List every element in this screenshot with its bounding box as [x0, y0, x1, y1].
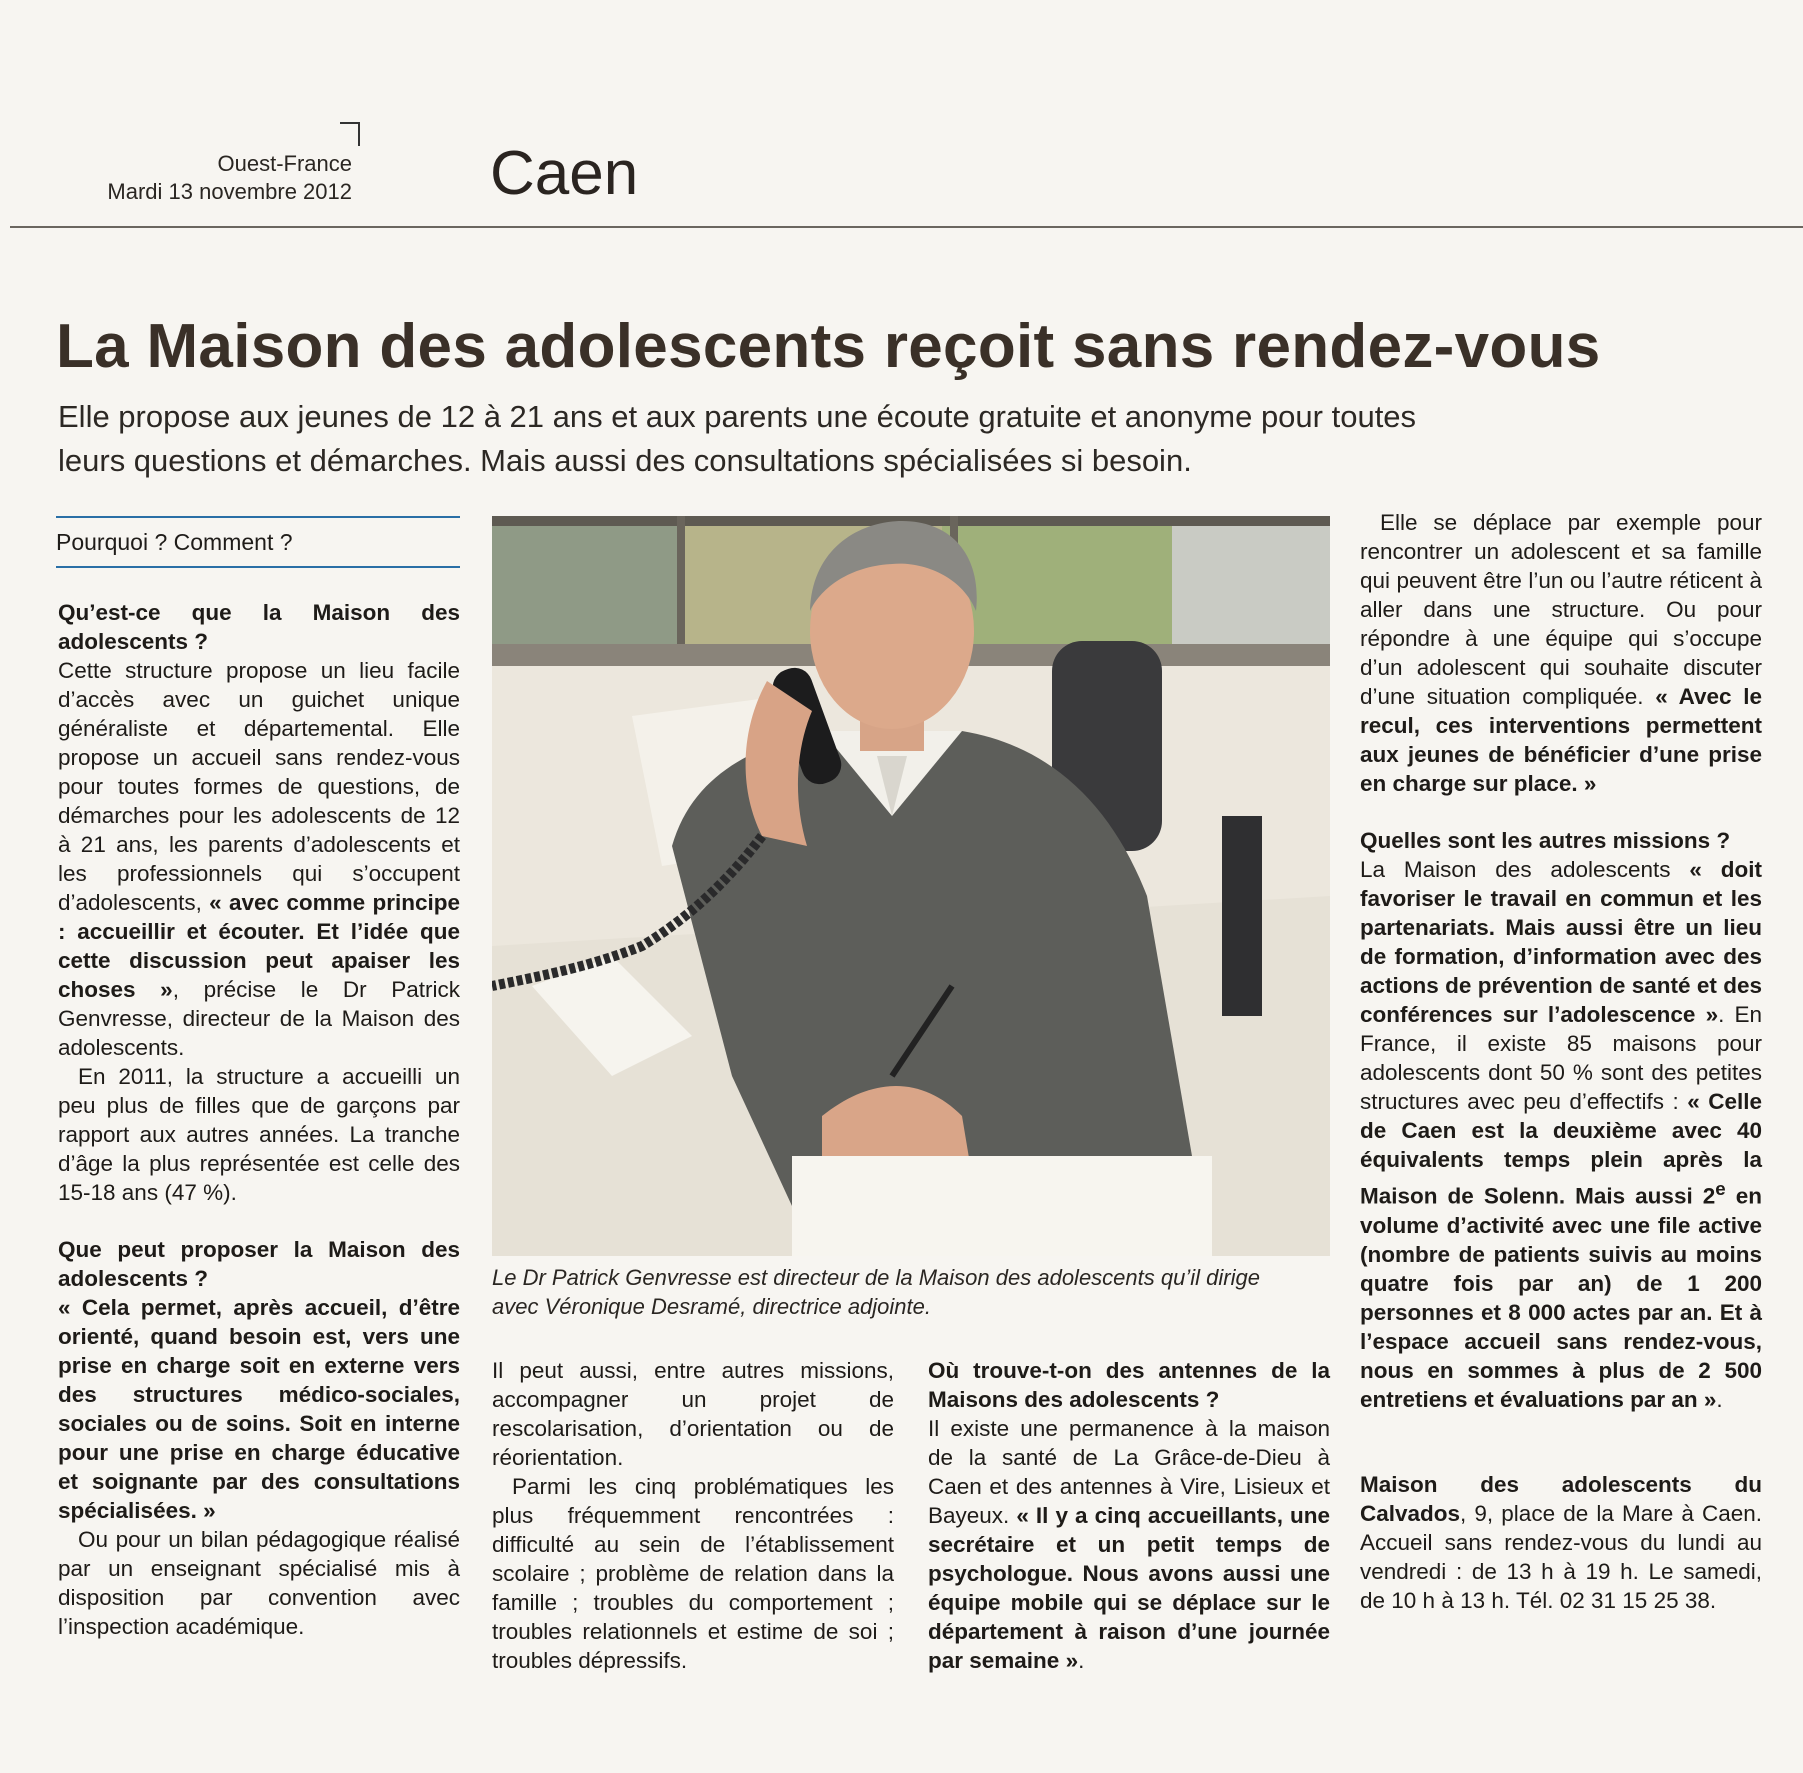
question-heading: Quelles sont les autres missions ?	[1360, 828, 1731, 853]
qa-box-header	[56, 516, 460, 568]
paragraph	[58, 656, 460, 1062]
question-heading: Où trouve-t-on des antennes de la Maisons des adolescents ?	[928, 1358, 1330, 1412]
info-box	[1360, 1470, 1762, 1615]
caption-line: avec Véronique Desramé, directrice adjointe.	[492, 1294, 932, 1319]
column-1	[58, 598, 460, 1641]
standfirst-line: leurs questions et démarches. Mais aussi des consultations spécialisées si besoin.	[58, 443, 1192, 478]
masthead-source	[60, 150, 352, 206]
paragraph-text: La Maison des adolescents	[1360, 857, 1690, 882]
quote: « doit favoriser le travail en commun et les partenariats. Mais aussi être un lieu de formation, d’information avec des actions de prévention de santé et des conférences sur l’adolescence »	[1360, 857, 1763, 1027]
quote: « Cela permet, après accueil, d’être orienté, quand besoin est, vers une prise en charge soit en externe vers des structures médico-sociales, sociales ou de soins. Soit en interne pour une prise en charge éducative et soignante par des consultations spécialisées. »	[58, 1295, 460, 1523]
column-3	[928, 1356, 1330, 1675]
paragraph-text: Cette structure propose un lieu facile d’accès avec un guichet unique généraliste et départemental. Elle propose un accueil sans rendez-vous pour toutes formes de questions, de démarches pour les adolescents de 12 à 21 ans, les parents d’adolescents et les professionnels qui s’occupent d’adolescents,	[58, 658, 460, 915]
paragraph-text: . En France, il existe 85 maisons pour adolescents dont 50 % sont des petites structures avec peu d’effectifs :	[1360, 1002, 1763, 1114]
quote: « avec comme principe : accueillir et écouter. Et l’idée que cette discussion peut apaiser les choses »	[58, 890, 460, 1002]
question-heading: Qu’est-ce que la Maison des adolescents ?	[58, 600, 460, 654]
paragraph: En 2011, la structure a accueilli un peu plus de filles que de garçons par rapport aux autres années. La tranche d’âge la plus représentée est celle des 15-18 ans (47 %).	[58, 1064, 460, 1205]
photo-caption	[492, 1263, 1342, 1321]
paragraph: Ou pour un bilan pédagogique réalisé par un enseignant spécialisé mis à disposition par convention avec l’inspection académique.	[58, 1527, 460, 1639]
paragraph	[1360, 855, 1762, 1414]
paragraph	[1360, 508, 1762, 798]
paragraph-text: , précise le Dr Patrick Genvresse, directeur de la Maison des adolescents.	[58, 977, 460, 1060]
column-2	[492, 1356, 894, 1675]
header-rule	[10, 226, 1803, 228]
paragraph-text: .	[1716, 1386, 1723, 1412]
article-photo	[492, 516, 1330, 1256]
section-title: Caen	[490, 139, 639, 208]
quote: en volume d’activité avec une file active (nombre de patients suivis au moins quatre fois par an) de 1 200 personnes et 8 000 actes par an. Et à l’espace accueil sans rendez-vous, nous en sommes à plus de 2 500 entretiens et évaluations par an »	[1360, 1183, 1762, 1412]
column-4	[1360, 508, 1762, 1615]
paragraph: Parmi les cinq problématiques les plus fréquemment rencontrées : difficulté au sein de l’établissement scolaire ; problème de relation dans la famille ; troubles du comportement ; troubles relationnels et estime de soi ; troubles dépressifs.	[492, 1474, 894, 1673]
crop-mark	[340, 122, 360, 146]
paragraph: Il peut aussi, entre autres missions, accompagner un projet de rescolarisation, d’orientation ou de réorientation.	[492, 1358, 894, 1470]
caption-line: Le Dr Patrick Genvresse est directeur de la Maison des adolescents qu’il dirige	[492, 1265, 1260, 1290]
photo-illustration	[492, 516, 1330, 1256]
qa-box-title: Pourquoi ? Comment ?	[56, 529, 293, 555]
paragraph	[928, 1414, 1330, 1675]
publication-name: Ouest-France	[217, 151, 352, 176]
info-name: Maison des adolescents du Calvados	[1360, 1471, 1762, 1526]
quote: « Il y a cinq accueillants, une secrétaire et un petit temps de psychologue. Nous avons aussi une équipe mobile qui se déplace sur le département à raison d’une journée par semaine »	[928, 1503, 1330, 1673]
paragraph-text: .	[1078, 1648, 1085, 1673]
quote: « Celle de Caen est la deuxième avec 40 équivalents temps plein après la Maison de Solenn. Mais aussi 2	[1360, 1089, 1762, 1209]
superscript: e	[1715, 1178, 1726, 1199]
paragraph-text: Elle se déplace par exemple pour rencontrer un adolescent et sa famille qui peuvent être l’un ou l’autre réticent à aller dans une structure. Ou pour répondre à une équipe qui s’occupe d’un adolescent qui souhaite discuter d’une situation compliquée.	[1360, 510, 1762, 709]
publication-date: Mardi 13 novembre 2012	[107, 179, 352, 204]
paragraph-text: Il existe une permanence à la maison de la santé de La Grâce-de-Dieu à Caen et des antennes à Vire, Lisieux et Bayeux.	[928, 1416, 1330, 1528]
article-headline: La Maison des adolescents reçoit sans rendez-vous	[56, 312, 1601, 381]
quote: « Avec le recul, ces interventions permettent aux jeunes de bénéficier d’une prise en charge sur place. »	[1360, 684, 1762, 796]
info-text: , 9, place de la Mare à Caen. Accueil sans rendez-vous du lundi au vendredi : de 13 h à 19 h. Le samedi, de 10 h à 13 h. Tél. 02 31 15 25 38.	[1360, 1500, 1762, 1613]
standfirst-line: Elle propose aux jeunes de 12 à 21 ans et aux parents une écoute gratuite et anonyme pour toutes	[58, 399, 1417, 434]
question-heading: Que peut proposer la Maison des adolescents ?	[58, 1237, 460, 1291]
article-standfirst	[58, 395, 1618, 483]
